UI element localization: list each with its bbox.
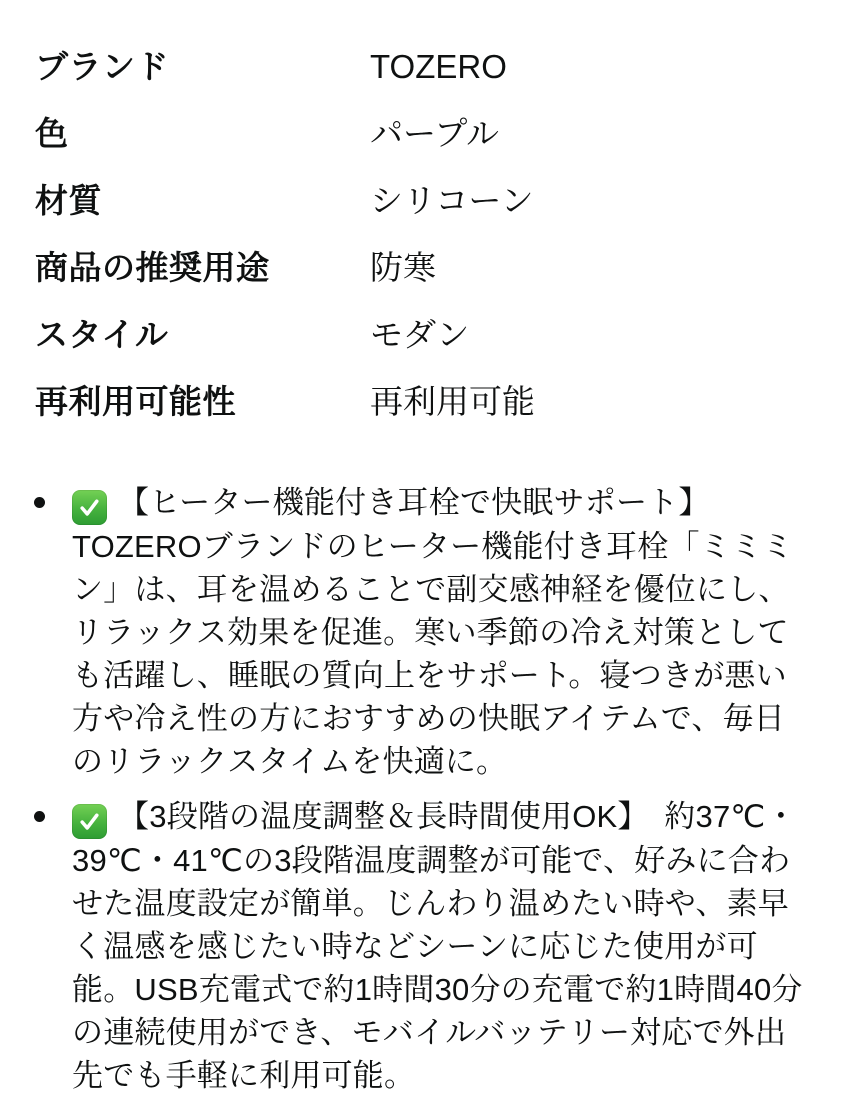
spec-value-recommended-use: 防寒 [370, 249, 436, 286]
spec-row-color [35, 117, 805, 151]
spec-row-recommended-use [35, 251, 805, 285]
feature-bullet-text: 【3段階の温度調整＆長時間使用OK】 約37℃・39℃・41℃の3段階温度調整が可能で、好みに合わせた温度設定が簡単。じんわり温めたい時や、素早く温感を感じたい時などシーンに応じた使用が可能。USB充電式で約1時間30分の充電で約1時間40分の連続使用ができ、モバイルバッテリー対応で外出先でも手軽に利用可能。 [72, 799, 803, 1093]
spec-label-material: 材質 [35, 182, 102, 219]
spec-label-reusability: 再利用可能性 [35, 383, 236, 420]
spec-value-brand: TOZERO [370, 48, 507, 85]
spec-value-color: パープル [370, 115, 500, 152]
spec-value-reusability: 再利用可能 [370, 383, 535, 420]
spec-row-reusability [35, 385, 805, 419]
spec-label-color: 色 [35, 115, 69, 152]
feature-bullet-list [0, 481, 841, 1097]
feature-bullet-temperature-control [72, 795, 807, 1097]
check-mark-icon [72, 804, 107, 839]
spec-label-brand: ブランド [35, 48, 169, 85]
spec-row-material [35, 184, 805, 218]
spec-value-style: モダン [370, 316, 470, 353]
feature-bullet-sleep-support [72, 481, 807, 783]
spec-label-style: スタイル [35, 316, 169, 353]
feature-bullet-text: 【ヒーター機能付き耳栓で快眠サポート】TOZEROブランドのヒーター機能付き耳栓「ミミミン」は、耳を温めることで副交感神経を優位にし、リラックス効果を促進。寒い季節の冷え対策としても活躍し、睡眠の質向上をサポート。寝つきが悪い方や冷え性の方におすすめの快眠アイテムで、毎日のリラックスタイムを快適に。 [72, 485, 794, 779]
spec-row-style [35, 318, 805, 352]
product-spec-table [0, 0, 841, 419]
check-mark-icon [72, 490, 107, 525]
spec-label-recommended-use: 商品の推奨用途 [35, 249, 270, 286]
spec-row-brand [35, 50, 805, 84]
spec-value-material: シリコーン [370, 182, 534, 219]
